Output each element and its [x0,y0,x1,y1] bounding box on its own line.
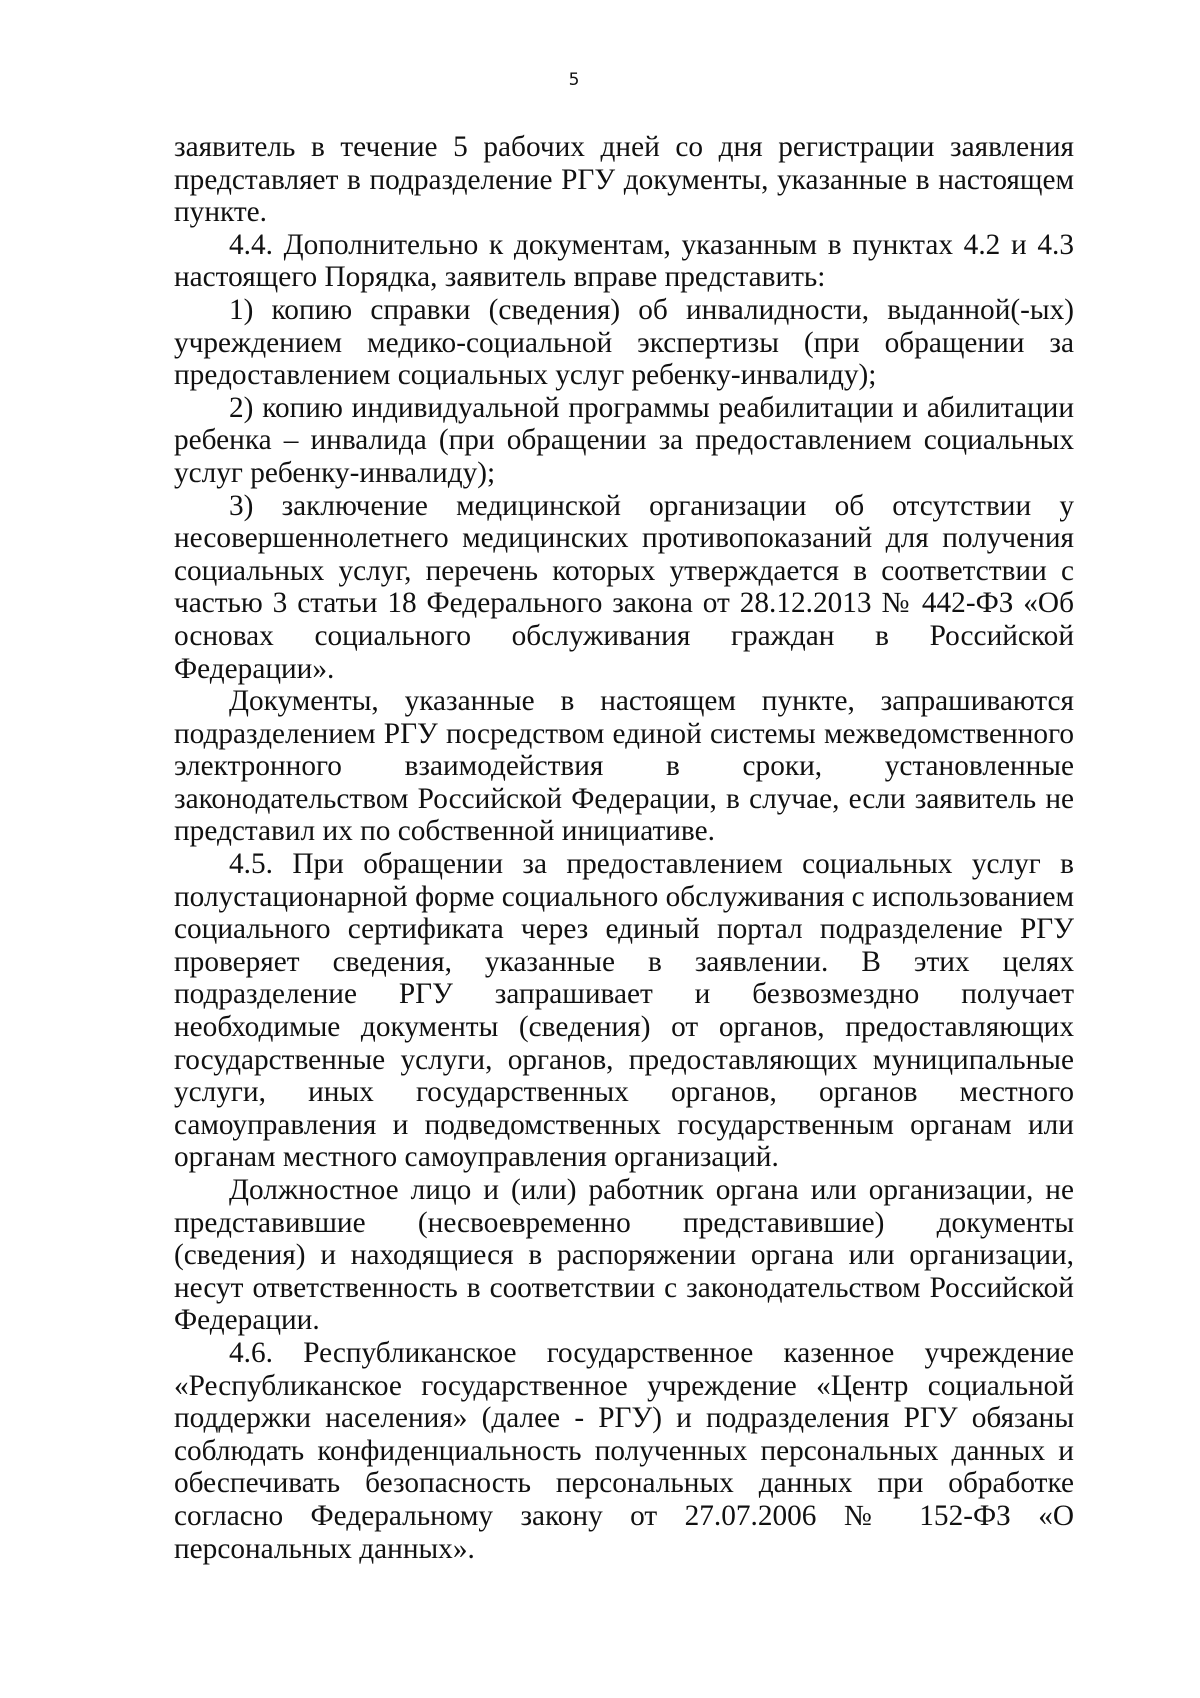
paragraph-4-4: 4.4. Дополнительно к документам, указанным в пунктах 4.2 и 4.3 настоящего Порядка, заявитель вправе представить: [174,228,1074,294]
list-item-2: 2) копию индивидуальной программы реабилитации и абилитации ребенка – инвалида (при обращении за предоставлением социальных услуг ребенку-инвалиду); [174,391,1074,489]
list-item-3: 3) заключение медицинской организации об отсутствии у несовершеннолетнего медицинских противопоказаний для получения социальных услуг, перечень которых утверждается в соответствии с частью 3 статьи 18 Федерального закона от 28.12.2013 № 442-ФЗ «Об основах социального обслуживания граждан в Российской Федерации». [174,489,1074,685]
paragraph-documents-request: Документы, указанные в настоящем пункте, запрашиваются подразделением РГУ посредством единой системы межведомственного электронного взаимодействия в сроки, установленные законодательством Российской Федерации, в случае, если заявитель не представил их по собственной инициативе. [174,685,1074,848]
document-body [174,131,1074,1565]
paragraph-responsibility: Должностное лицо и (или) работник органа или организации, не представившие (несвоевременно представившие) документы (сведения) и находящиеся в распоряжении органа или организации, несут ответственность в соответствии с законодательством Российской Федерации. [174,1174,1074,1337]
page-number: 5 [568,70,580,90]
list-item-1: 1) копию справки (сведения) об инвалидности, выданной(-ых) учреждением медико-социальной экспертизы (при обращении за предоставлением социальных услуг ребенку-инвалиду); [174,293,1074,392]
paragraph-4-6: 4.6. Республиканское государственное казенное учреждение «Республиканское государственное учреждение «Центр социальной поддержки населения» (далее - РГУ) и подразделения РГУ обязаны соблюдать конфиденциальность полученных персональных данных и обеспечивать безопасность персональных данных при обработке согласно Федеральному закону от 27.07.2006 № 152-ФЗ «О персональных данных». [174,1336,1074,1565]
paragraph-continuation: заявитель в течение 5 рабочих дней со дня регистрации заявления представляет в подразделение РГУ документы, указанные в настоящем пункте. [174,131,1074,229]
paragraph-4-5: 4.5. При обращении за предоставлением социальных услуг в полустационарной форме социального обслуживания с использованием социального сертификата через единый портал подразделение РГУ проверяет сведения, указанные в заявлении. В этих целях подразделение РГУ запрашивает и безвозмездно получает необходимые документы (сведения) от органов, предоставляющих государственные услуги, органов, предоставляющих муниципальные услуги, иных государственных органов, органов местного самоуправления и подведомственных государственным органам или органам местного самоуправления организаций. [174,848,1074,1174]
